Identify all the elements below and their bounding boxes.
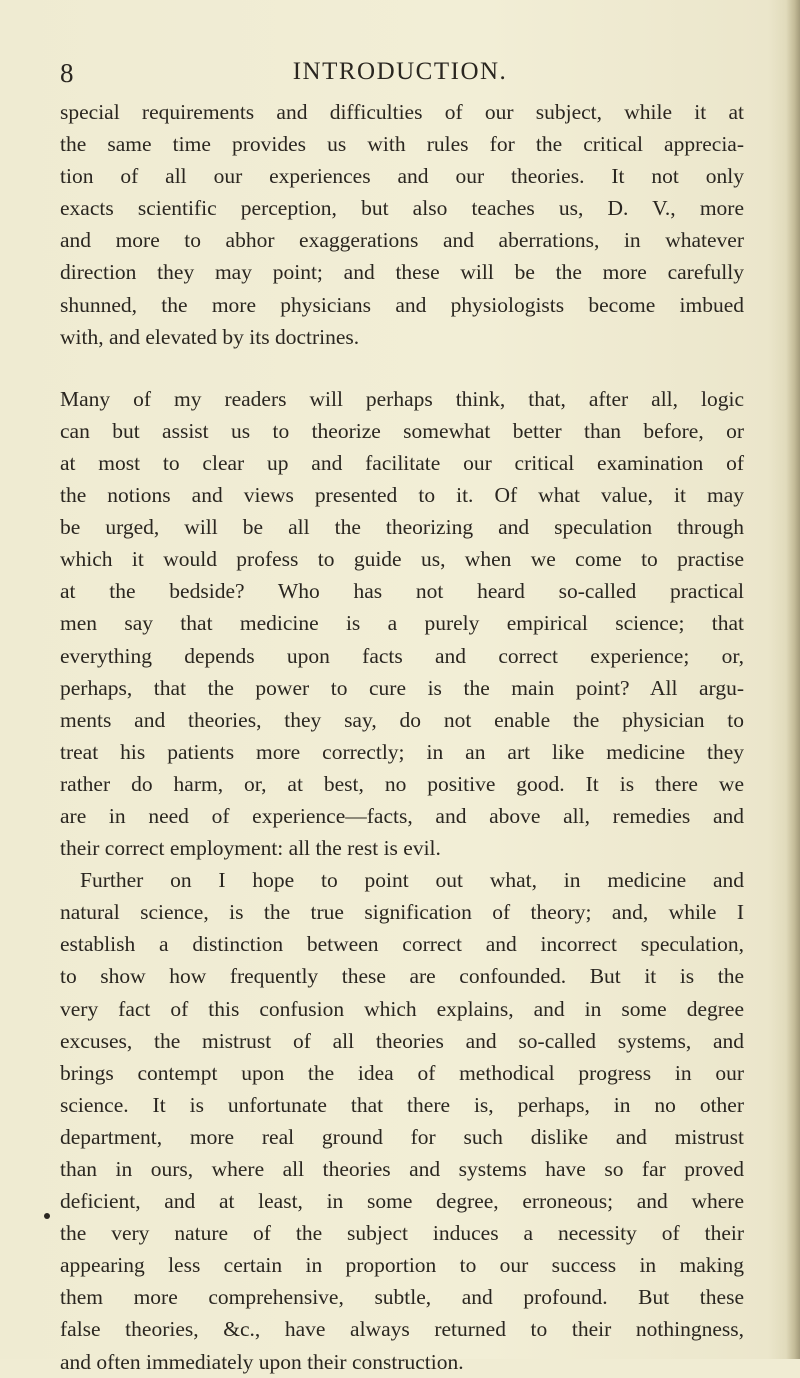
text-line: very fact of this confusion which explains, and in some degree: [60, 996, 744, 1021]
text-line: direction they may point; and these will be the more carefully: [60, 260, 744, 285]
text-line: excuses, the mistrust of all theories and so-called systems, and: [60, 1028, 744, 1053]
body-text: [60, 96, 744, 1378]
ink-spot-mark: [44, 1213, 50, 1219]
text-line: science. It is unfortunate that there is, perhaps, in no other: [60, 1092, 744, 1117]
text-line: treat his patients more correctly; in an art like medicine they: [60, 739, 744, 764]
text-line: department, more real ground for such dislike and mistrust: [60, 1124, 744, 1149]
text-line: perhaps, that the power to cure is the main point? All argu-: [60, 675, 744, 700]
text-line: men say that medicine is a purely empirical science; that: [60, 611, 744, 636]
text-line: their correct employment: all the rest is evil.: [60, 836, 441, 861]
text-line: the very nature of the subject induces a necessity of their: [60, 1221, 744, 1246]
text-line: exacts scientific perception, but also teaches us, D. V., more: [60, 196, 744, 221]
text-line: establish a distinction between correct and incorrect speculation,: [60, 932, 744, 957]
text-line: at most to clear up and facilitate our critical examination of: [60, 450, 744, 475]
text-line: with, and elevated by its doctrines.: [60, 324, 360, 349]
text-line: tion of all our experiences and our theories. It not only: [60, 164, 744, 189]
page-number: 8: [60, 58, 74, 88]
paragraph: [60, 864, 744, 1378]
page-header: [60, 58, 740, 92]
text-line: and more to abhor exaggerations and aberrations, in whatever: [60, 228, 744, 253]
text-line: ments and theories, they say, do not enable the physician to: [60, 707, 744, 732]
text-line: natural science, is the true signification of theory; and, while I: [60, 900, 744, 925]
text-line: at the bedside? Who has not heard so-called practical: [60, 579, 744, 604]
text-line: false theories, &c., have always returned to their nothingness,: [60, 1317, 744, 1342]
running-title: INTRODUCTION.: [292, 58, 508, 85]
text-line: appearing less certain in proportion to our success in making: [60, 1253, 744, 1278]
text-line: the notions and views presented to it. Of what value, it may: [60, 483, 744, 508]
text-line: can but assist us to theorize somewhat better than before, or: [60, 418, 744, 443]
text-line: which it would profess to guide us, when we come to practise: [60, 547, 744, 572]
paragraph: [60, 383, 744, 864]
page-edge-shadow: [786, 0, 800, 1359]
text-line: them more comprehensive, subtle, and profound. But these: [60, 1285, 744, 1310]
text-line: Further on I hope to point out what, in medicine and: [80, 868, 744, 893]
text-line: to show how frequently these are confounded. But it is the: [60, 964, 744, 989]
text-line: and often immediately upon their construction.: [60, 1349, 464, 1374]
text-line: than in ours, where all theories and systems have so far proved: [60, 1157, 744, 1181]
text-line: brings contempt upon the idea of methodical progress in our: [60, 1060, 744, 1085]
paragraph: [60, 96, 744, 353]
text-line: are in need of experience—facts, and above all, remedies and: [60, 803, 744, 828]
text-line: be urged, will be all the theorizing and speculation through: [60, 515, 744, 540]
text-line: the same time provides us with rules for the critical apprecia-: [60, 132, 744, 157]
text-line: deficient, and at least, in some degree, erroneous; and where: [60, 1189, 744, 1214]
text-line: Many of my readers will perhaps think, that, after all, logic: [60, 386, 744, 411]
text-line: rather do harm, or, at best, no positive good. It is there we: [60, 771, 744, 796]
text-line: special requirements and difficulties of our subject, while it at: [60, 100, 744, 124]
text-line: shunned, the more physicians and physiologists become imbued: [60, 292, 744, 317]
text-line: everything depends upon facts and correct experience; or,: [60, 643, 744, 668]
